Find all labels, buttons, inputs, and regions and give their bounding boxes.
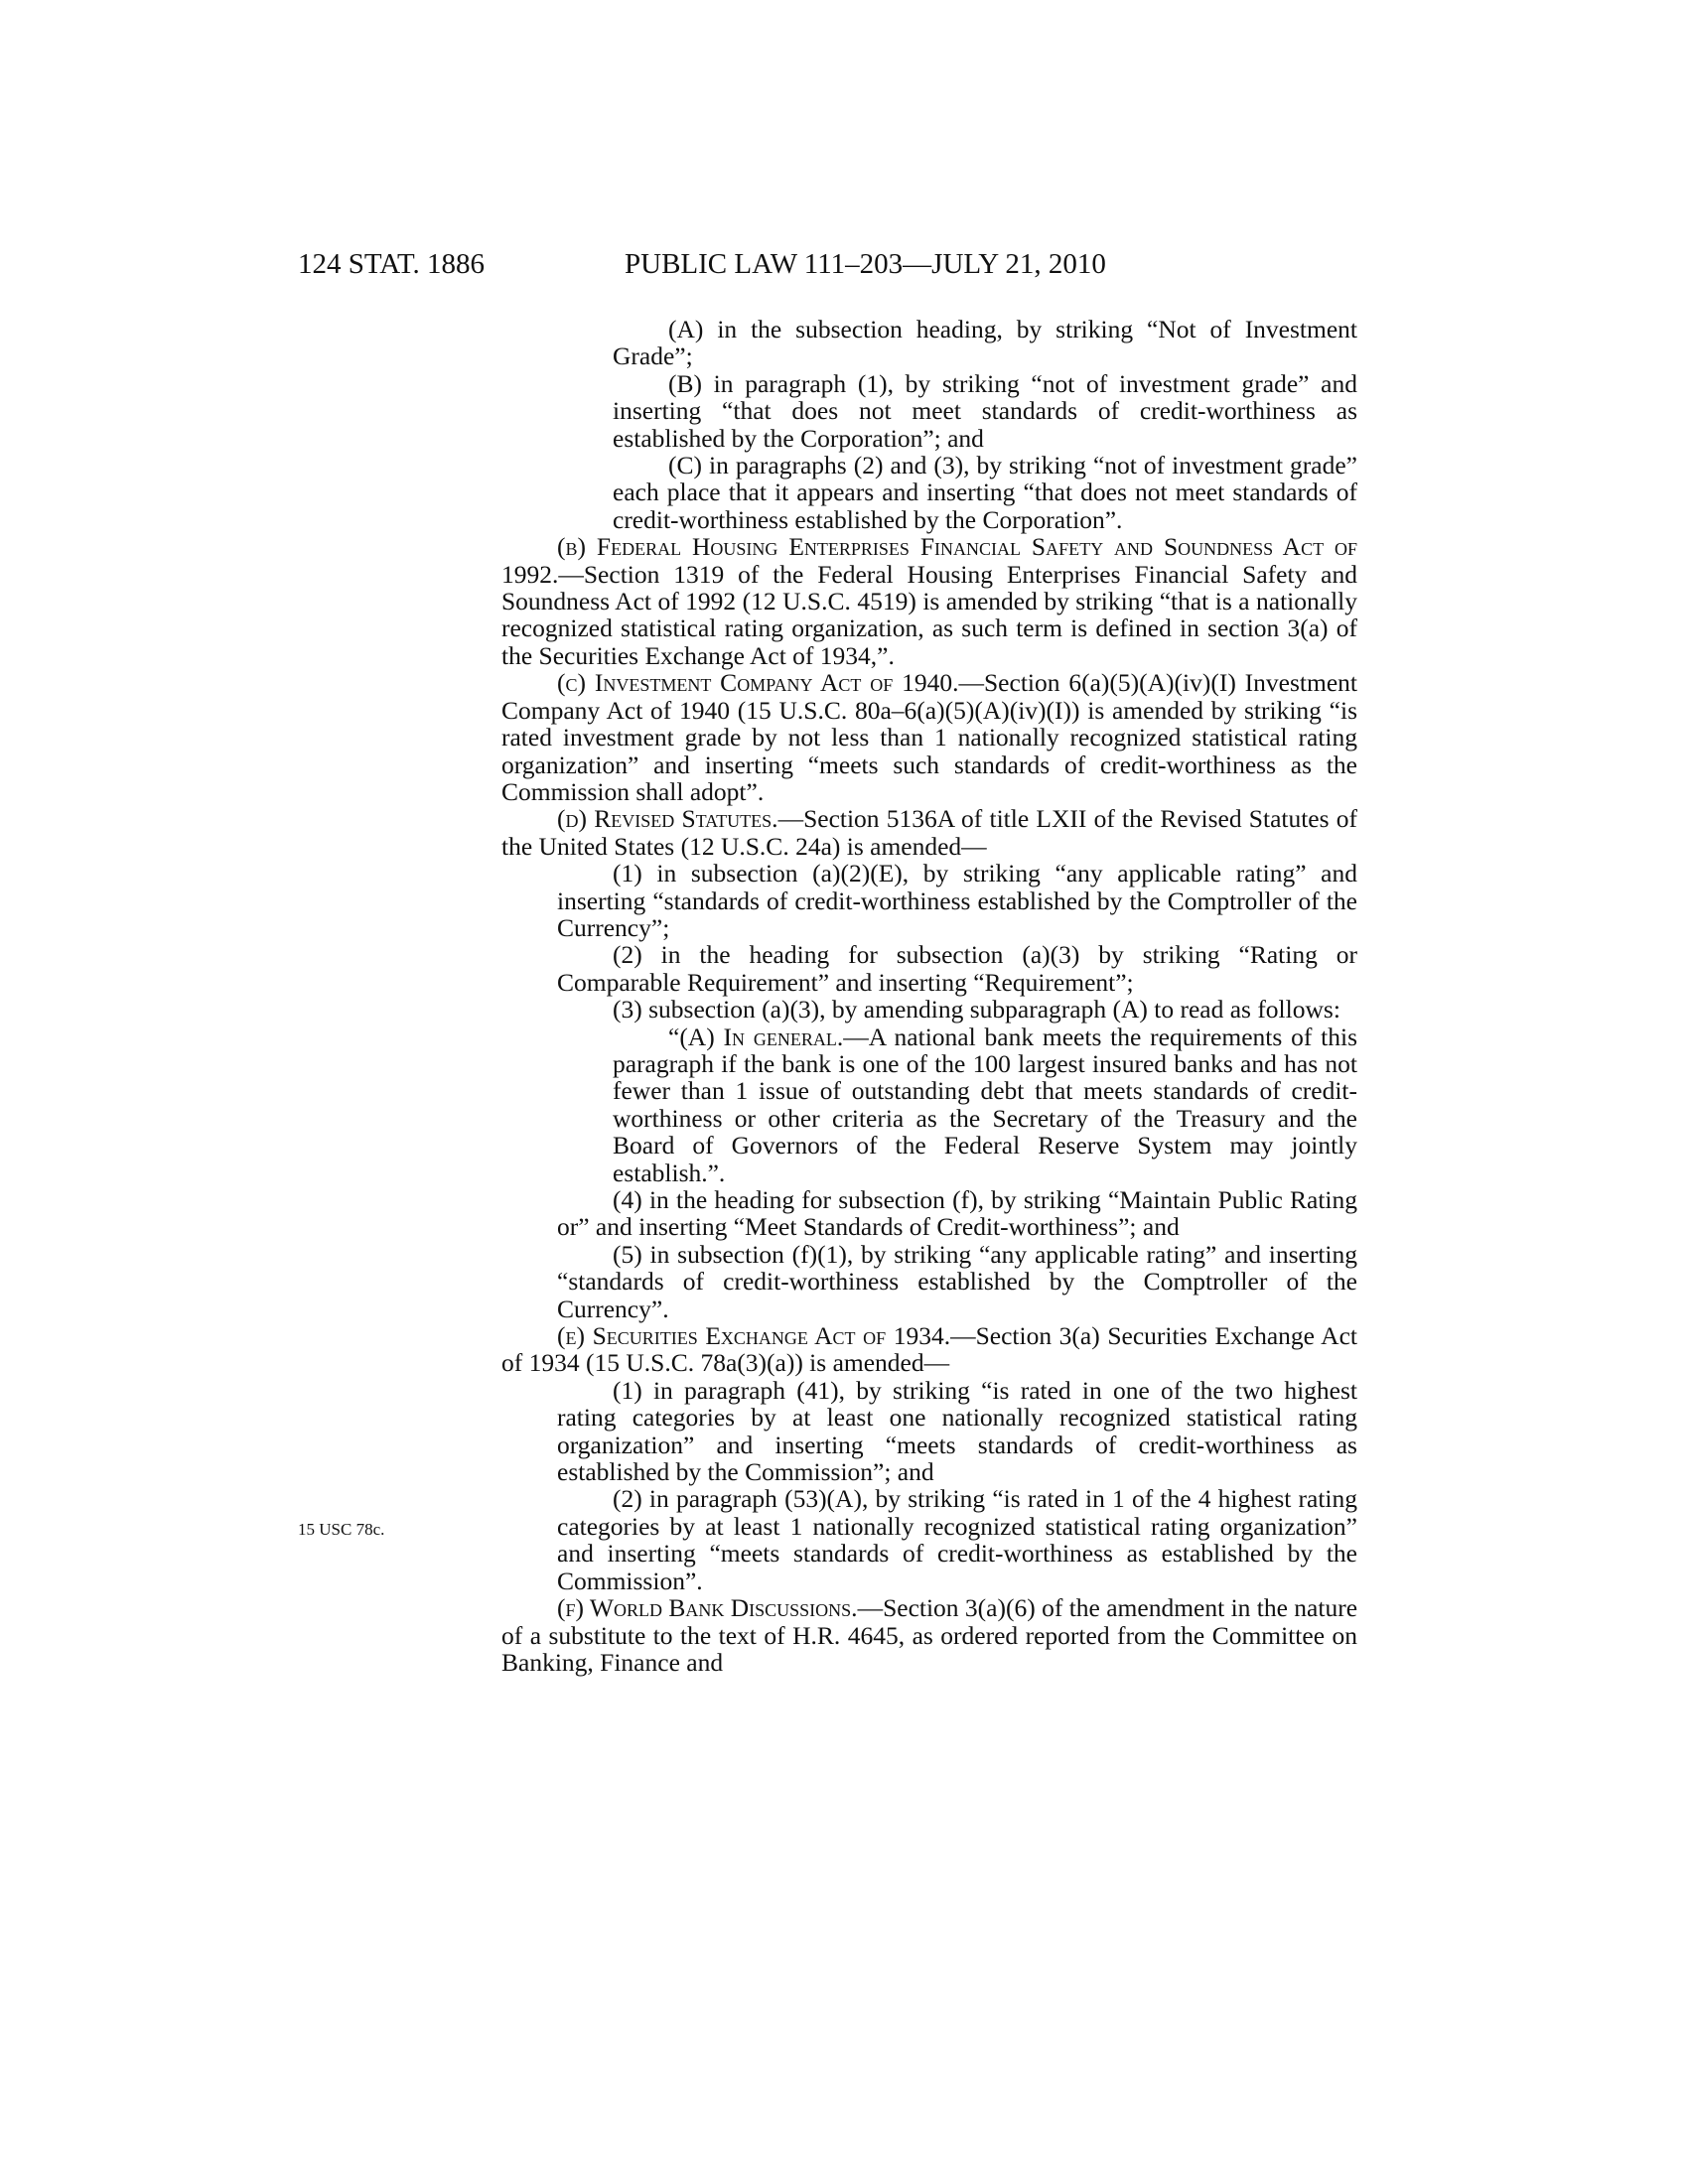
paragraph-e1: (1) in paragraph (41), by striking “is rated in one of the two highest rating categories by at least one nationally recognized statistical rating organization” and inserting “meets standards of credit-worthiness as established by the Commission”; and	[557, 1375, 1357, 1487]
body-text	[501, 316, 1357, 1676]
paragraph-d3: (3) subsection (a)(3), by amending subparagraph (A) to read as follows:	[613, 995, 1340, 1024]
margin-note: 15 USC 78c.	[298, 1520, 385, 1539]
paragraph-d2: (2) in the heading for subsection (a)(3) by striking “Rating or Comparable Requirement” and inserting “Requirement”;	[557, 940, 1357, 997]
running-title: PUBLIC LAW 111–203—JULY 21, 2010	[625, 248, 1106, 280]
paragraph-e2: (2) in paragraph (53)(A), by striking “is rated in 1 of the 4 highest rating categories by at least 1 nationally recognized statistical rating organization” and inserting “meets standards of credit-worthiness as established by the Commission”.	[557, 1484, 1357, 1595]
quoted-subparagraph-a: “(A) In general.—A national bank meets the requirements of this paragraph if the bank is one of the 100 largest insured banks and has not fewer than 1 issue of outstanding debt that meets standards of credit-worthiness or other criteria as the Secretary of the Treasury and the Board of Governors of the Federal Reserve System may jointly establish.”.	[613, 1022, 1357, 1187]
subsection-c: (c) Investment Company Act of 1940.—Section 6(a)(5)(A)(iv)(I) Investment Company Act of 1940 (15 U.S.C. 80a–6(a)(5)(A)(iv)(I)) is amended by striking “is rated investment grade by not less than 1 nationally recognized statistical rating organization” and inserting “meets such standards of credit-worthiness as the Commission shall adopt”.	[501, 668, 1357, 806]
stat-citation: 124 STAT. 1886	[298, 248, 486, 280]
subsection-f: (f) World Bank Discussions.—Section 3(a)(6) of the amendment in the nature of a substitute to the text of H.R. 4645, as ordered reported from the Committee on Banking, Finance and	[501, 1593, 1358, 1677]
subsection-e: (e) Securities Exchange Act of 1934.—Section 3(a) Securities Exchange Act of 1934 (15 U.S.C. 78a(3)(a)) is amended—	[501, 1321, 1357, 1378]
subsection-d: (d) Revised Statutes.—Section 5136A of title LXII of the Revised Statutes of the United States (12 U.S.C. 24a) is amended—	[501, 804, 1358, 861]
paragraph-d1: (1) in subsection (a)(2)(E), by striking “any applicable rating” and inserting “standards of credit-worthiness established by the Comptroller of the Currency”;	[557, 859, 1357, 942]
paragraph-d5: (5) in subsection (f)(1), by striking “any applicable rating” and inserting “standards of credit-worthiness established by the Comptroller of the Currency”.	[557, 1239, 1357, 1323]
paragraph-c: (C) in paragraphs (2) and (3), by striking “not of investment grade” each place that it appears and inserting “that does not meet standards of credit-worthiness established by the Corporation”.	[613, 451, 1357, 534]
paragraph-a: (A) in the subsection heading, by striking “Not of Investment Grade”;	[613, 315, 1357, 371]
paragraph-d4: (4) in the heading for subsection (f), by striking “Maintain Public Rating or” and inserting “Meet Standards of Credit-worthiness”; and	[557, 1185, 1357, 1242]
subsection-b: (b) Federal Housing Enterprises Financial Safety and Soundness Act of 1992.—Section 1319 of the Federal Housing Enterprises Financial Safety and Soundness Act of 1992 (12 U.S.C. 4519) is amended by striking “that is a nationally recognized statistical rating organization, as such term is defined in section 3(a) of the Securities Exchange Act of 1934,”.	[501, 532, 1357, 670]
page-header	[0, 244, 1688, 284]
paragraph-b: (B) in paragraph (1), by striking “not of investment grade” and inserting “that does not meet standards of credit-worthiness as established by the Corporation”; and	[613, 368, 1357, 453]
